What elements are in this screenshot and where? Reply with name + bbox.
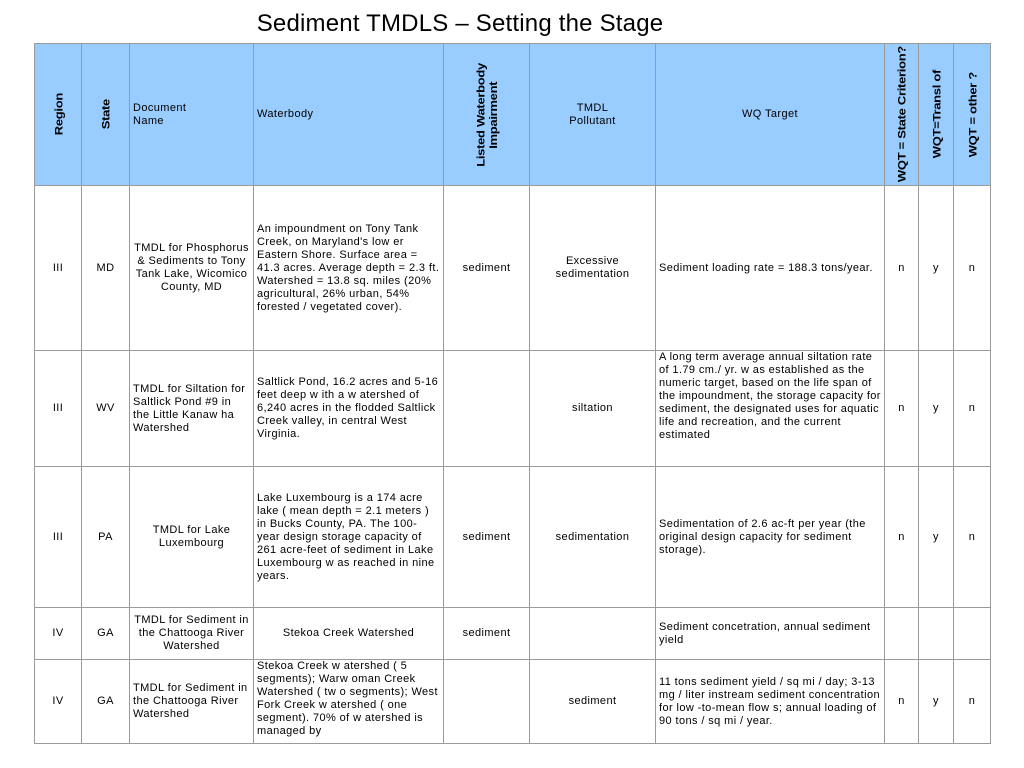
cell-wqt-criterion: n [885,467,919,608]
cell-document: TMDL for Sediment in the Chattooga River Watershed [130,660,254,744]
cell-pollutant [530,608,656,660]
header-wqt-transl: WQT=Transl of [919,44,954,186]
cell-region: III [35,186,82,351]
cell-wqt-criterion: n [885,660,919,744]
cell-impairment: sediment [444,608,530,660]
cell-wqt-transl: y [919,351,954,467]
cell-pollutant: Excessive sedimentation [530,186,656,351]
cell-state: MD [82,186,130,351]
cell-wqt-other [954,608,991,660]
cell-document: TMDL for Siltation for Saltlick Pond #9 in the Little Kanaw ha Watershed [130,351,254,467]
cell-wqt-transl: y [919,660,954,744]
cell-waterbody: Saltlick Pond, 16.2 acres and 5-16 feet deep w ith a w atershed of 6,240 acres in the flodded Saltlick Creek valley, in central West Virginia. [254,351,444,467]
header-document-name: Document Name [130,44,254,186]
table-row [35,467,991,608]
cell-region: III [35,467,82,608]
table-row [35,351,991,467]
table-row [35,608,991,660]
header-wqt-other: WQT = other ? [954,44,991,186]
cell-wqt-criterion: n [885,186,919,351]
cell-region: III [35,351,82,467]
cell-wqt-criterion [885,608,919,660]
cell-wq-target: Sediment concetration, annual sediment yield [656,608,885,660]
cell-impairment: sediment [444,186,530,351]
header-region: Region [35,44,82,186]
header-listed-impairment: Listed Waterbody Impairment [444,44,530,186]
header-row [35,44,991,186]
cell-state: GA [82,660,130,744]
cell-document: TMDL for Phosphorus & Sediments to Tony Tank Lake, Wicomico County, MD [130,186,254,351]
cell-wq-target: Sediment loading rate = 188.3 tons/year. [656,186,885,351]
cell-state: WV [82,351,130,467]
table-row [35,186,991,351]
cell-wqt-other: n [954,351,991,467]
tmdl-table [34,43,991,744]
cell-wqt-transl: y [919,467,954,608]
cell-wqt-transl [919,608,954,660]
cell-pollutant: sediment [530,660,656,744]
cell-wq-target: 11 tons sediment yield / sq mi / day; 3-13 mg / liter instream sediment concentration for low -to-mean flow s; annual loading of 90 tons / sq mi / year. [656,660,885,744]
cell-impairment [444,351,530,467]
header-wq-target: WQ Target [656,44,885,186]
cell-wqt-other: n [954,186,991,351]
cell-region: IV [35,608,82,660]
cell-state: PA [82,467,130,608]
page-title: Sediment TMDLS – Setting the Stage [256,10,664,37]
cell-document: TMDL for Lake Luxembourg [130,467,254,608]
cell-waterbody: Stekoa Creek w atershed ( 5 segments); Warw oman Creek Watershed ( tw o segments); West Fork Creek w atershed ( one segment). 70% of w atershed is managed by [254,660,444,744]
cell-wqt-other: n [954,467,991,608]
cell-state: GA [82,608,130,660]
cell-wqt-other: n [954,660,991,744]
table-row [35,660,991,744]
cell-wq-target: Sedimentation of 2.6 ac-ft per year (the original design capacity for sediment storage). [656,467,885,608]
cell-impairment: sediment [444,467,530,608]
cell-region: IV [35,660,82,744]
cell-pollutant: siltation [530,351,656,467]
cell-pollutant: sedimentation [530,467,656,608]
cell-wqt-criterion: n [885,351,919,467]
header-wqt-state-criterion: WQT = State Criterion? [885,44,919,186]
header-waterbody: Waterbody [254,44,444,186]
cell-waterbody: An impoundment on Tony Tank Creek, on Maryland's low er Eastern Shore. Surface area = 41.3 acres. Average depth = 2.3 ft. Watershed = 13.8 sq. miles (20% agricultural, 26% urban, 54% forested / vegetated cover). [254,186,444,351]
cell-impairment [444,660,530,744]
header-tmdl-pollutant: TMDL Pollutant [530,44,656,186]
cell-wq-target: A long term average annual siltation rate of 1.79 cm./ yr. w as established as the numeric target, based on the life span of the impoundment, the storage capacity for sediment, the designated uses for aquatic life and recreation, and the current estimated [656,351,885,467]
cell-wqt-transl: y [919,186,954,351]
header-state: State [82,44,130,186]
cell-waterbody: Stekoa Creek Watershed [254,608,444,660]
cell-document: TMDL for Sediment in the Chattooga River Watershed [130,608,254,660]
cell-waterbody: Lake Luxembourg is a 174 acre lake ( mean depth = 2.1 meters ) in Bucks County, PA. The 100-year design storage capacity of 261 acre-feet of sediment in Lake Luxembourg w as reached in nine years. [254,467,444,608]
